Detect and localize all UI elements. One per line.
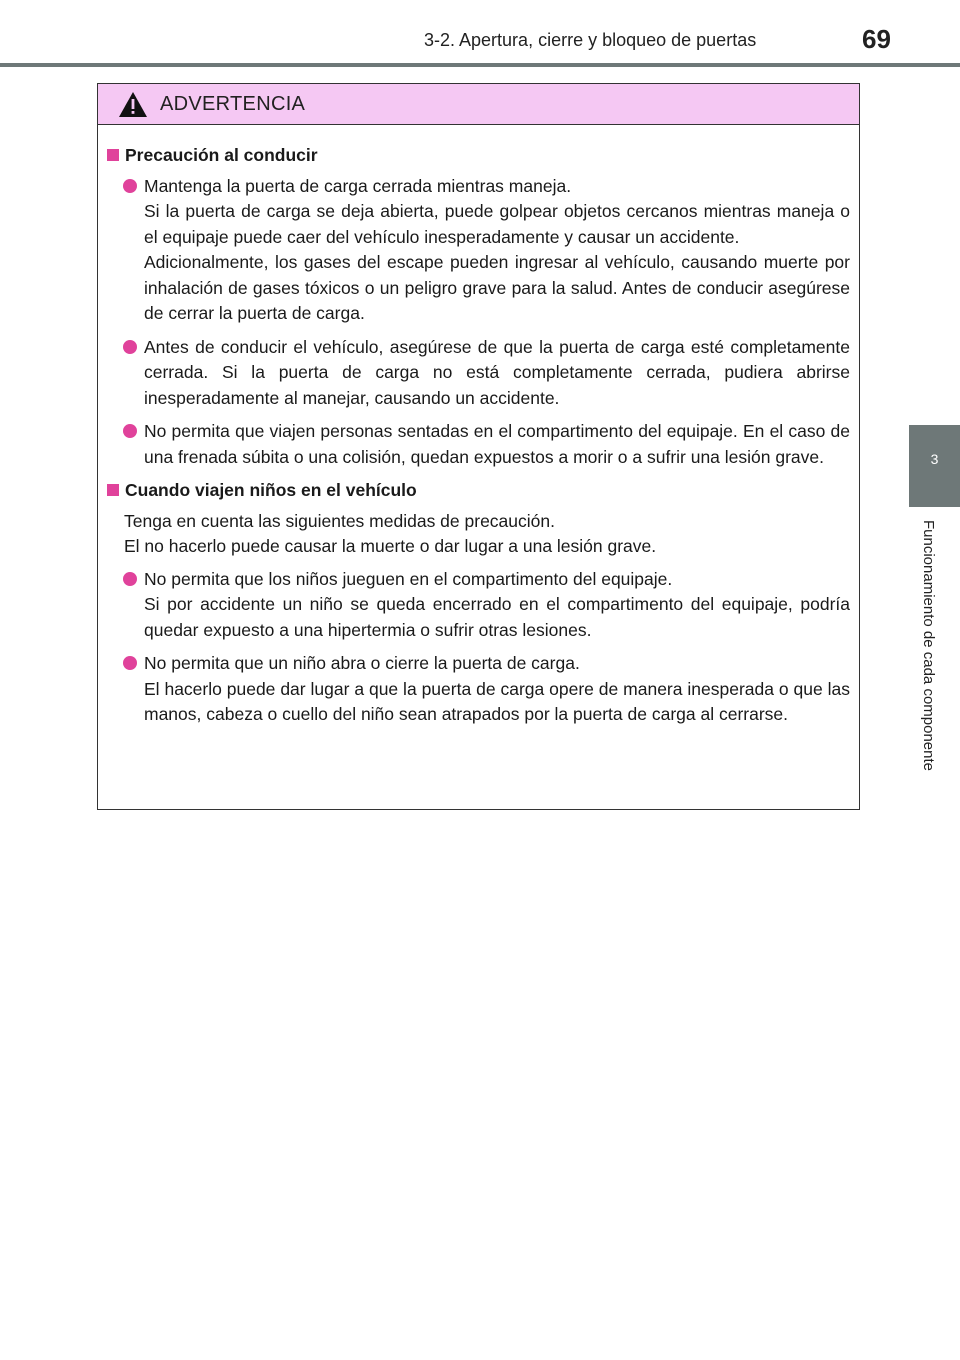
item-text: Mantenga la puerta de carga cerrada mientras maneja. bbox=[144, 175, 572, 196]
circle-bullet-icon bbox=[123, 424, 137, 438]
item-text: Adicionalmente, los gases del escape pueden ingresar al vehículo, causando muerte por inhalación de gases tóxicos o un peligro grave para la salud. Antes de conducir asegúrese de cerrar la puerta de carga. bbox=[144, 252, 850, 323]
item-text: Si por accidente un niño se queda encerrado en el compartimento del equipaje, podría quedar expuesto a una hipertermia o sufrir otras lesiones. bbox=[144, 594, 850, 640]
warning-body bbox=[98, 125, 859, 728]
item-text: No permita que los niños jueguen en el compartimento del equipaje. bbox=[144, 568, 673, 589]
warning-title: ADVERTENCIA bbox=[160, 92, 306, 115]
section-heading bbox=[107, 143, 850, 169]
list-item bbox=[107, 651, 850, 728]
square-bullet-icon bbox=[107, 484, 119, 496]
square-bullet-icon bbox=[107, 149, 119, 161]
intro-text: El no hacerlo puede causar la muerte o dar lugar a una lesión grave. bbox=[124, 536, 657, 556]
list-item bbox=[107, 335, 850, 412]
warning-box bbox=[97, 83, 860, 810]
item-text: No permita que un niño abra o cierre la puerta de carga. bbox=[144, 653, 580, 673]
page-number: 69 bbox=[862, 24, 891, 54]
chapter-number: 3 bbox=[930, 451, 939, 467]
section-intro bbox=[107, 509, 850, 560]
section-heading bbox=[107, 478, 850, 504]
circle-bullet-icon bbox=[123, 340, 137, 354]
item-text: Antes de conducir el vehículo, asegúrese de que la puerta de carga esté completamente cerrada. Si la puerta de carga no está completamente cerrada, pudiera abrirse inesperadamente al manejar, causando un accidente. bbox=[144, 336, 850, 408]
item-text: No permita que viajen personas sentadas en el compartimento del equipaje. En el caso de una frenada súbita o una colisión, quedan expuestos a morir o a sufrir una lesión grave. bbox=[144, 421, 850, 467]
circle-bullet-icon bbox=[123, 179, 137, 193]
list-item bbox=[107, 174, 850, 327]
circle-bullet-icon bbox=[123, 656, 137, 670]
header-rule bbox=[0, 63, 960, 67]
circle-bullet-icon bbox=[123, 572, 137, 586]
intro-text: Tenga en cuenta las siguientes medidas de precaución. bbox=[124, 510, 555, 531]
warning-header bbox=[98, 84, 859, 125]
section-heading-text: Precaución al conducir bbox=[125, 145, 318, 165]
chapter-tab bbox=[909, 425, 960, 507]
item-text: Si la puerta de carga se deja abierta, puede golpear objetos cercanos mientras maneja o el equipaje puede caer del vehículo inesperadamente y causar un accidente. bbox=[144, 201, 850, 247]
list-item bbox=[107, 567, 850, 644]
section-heading-text: Cuando viajen niños en el vehículo bbox=[125, 480, 417, 500]
list-item bbox=[107, 419, 850, 470]
item-text: El hacerlo puede dar lugar a que la puerta de carga opere de manera inesperada o que las manos, cabeza o cuello del niño sean atrapados por la puerta de carga al cerrarse. bbox=[144, 678, 850, 724]
section-title: 3-2. Apertura, cierre y bloqueo de puertas bbox=[424, 30, 757, 50]
warning-triangle-icon bbox=[118, 91, 148, 118]
chapter-label: Funcionamiento de cada componente bbox=[920, 520, 937, 772]
